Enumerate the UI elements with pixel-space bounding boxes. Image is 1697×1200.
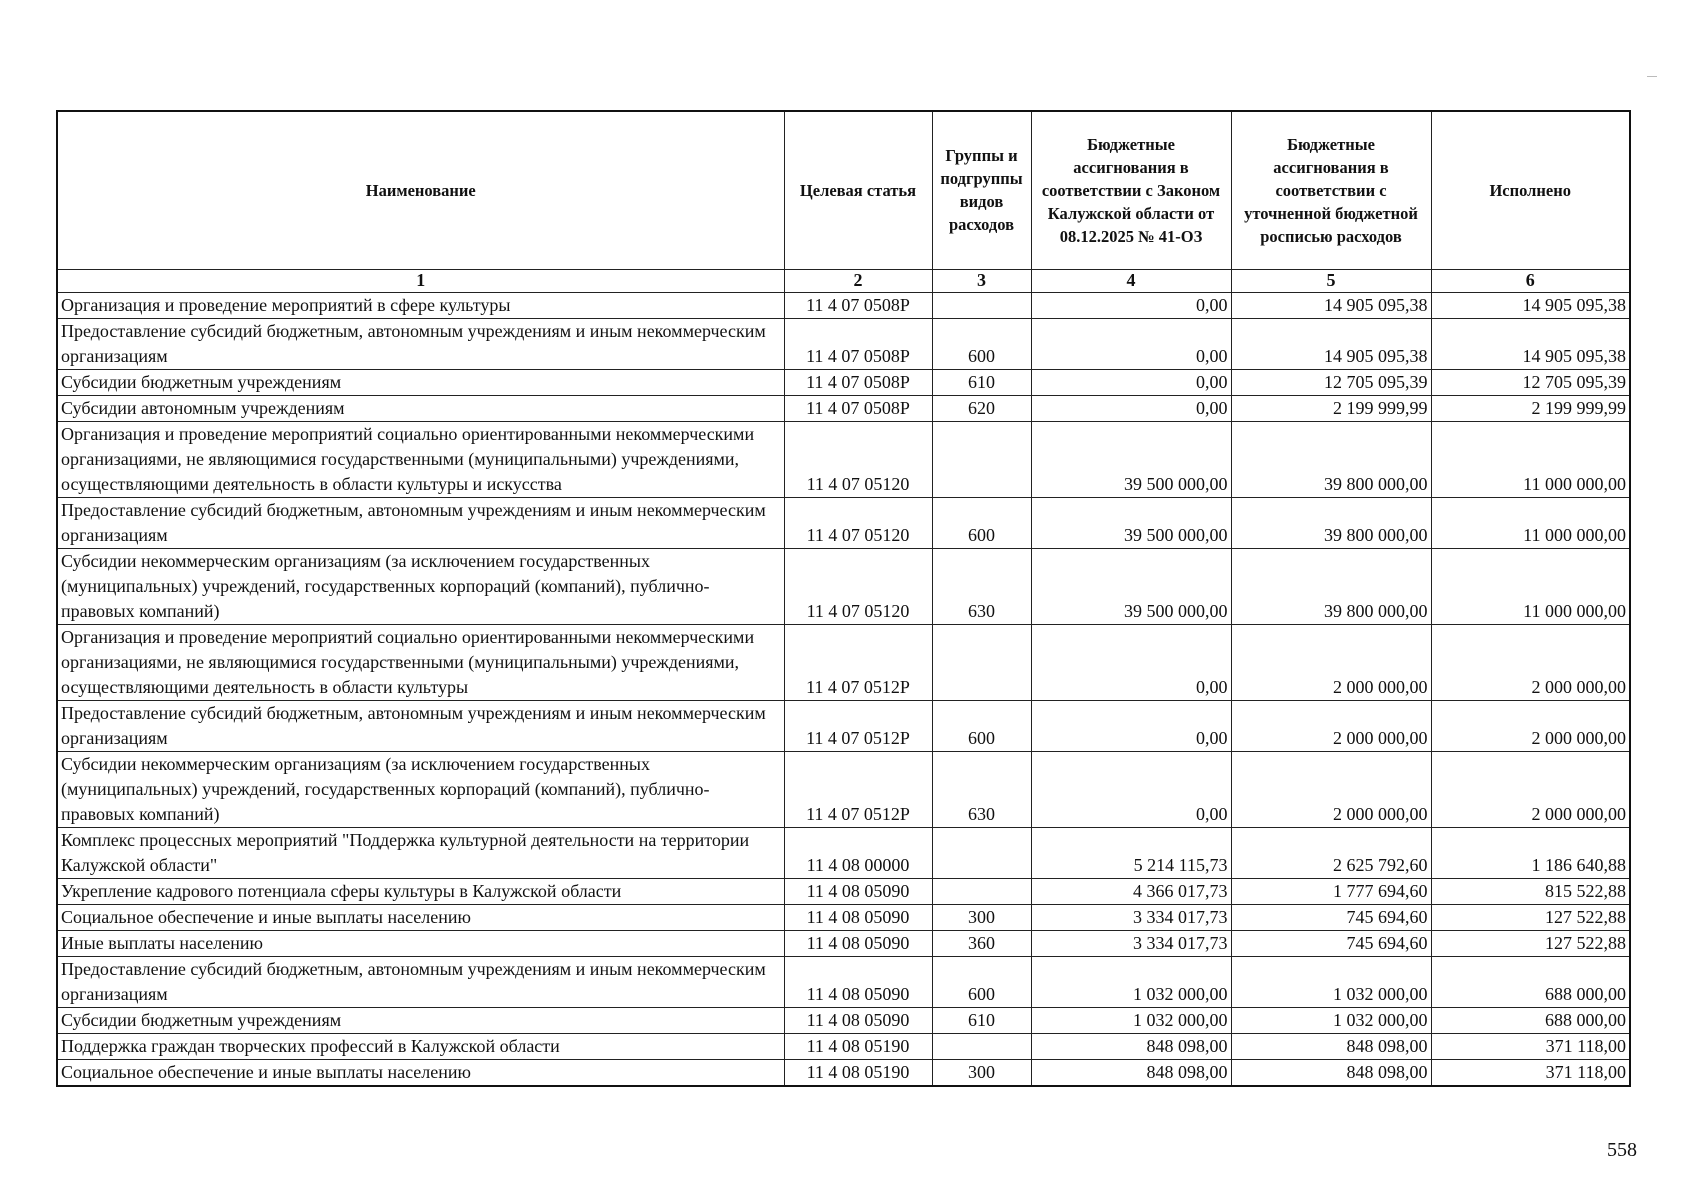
row-expense-group: 610 [932,369,1031,395]
table-row [57,497,1630,548]
row-expense-group [932,624,1031,700]
column-number: 3 [932,269,1031,292]
row-law-amount: 0,00 [1031,395,1231,421]
row-name: Субсидии автономным учреждениям [57,395,784,421]
row-law-amount: 0,00 [1031,624,1231,700]
table-row [57,930,1630,956]
row-expense-group: 630 [932,751,1031,827]
row-executed-amount: 2 000 000,00 [1431,751,1630,827]
row-target-article: 11 4 07 0508Р [784,395,932,421]
row-name: Предоставление субсидий бюджетным, автономным учреждениям и иным некоммерческим организациям [57,318,784,369]
row-target-article: 11 4 07 0512Р [784,700,932,751]
row-executed-amount: 127 522,88 [1431,904,1630,930]
row-law-amount: 4 366 017,73 [1031,878,1231,904]
row-revised-amount: 39 800 000,00 [1231,548,1431,624]
row-revised-amount: 745 694,60 [1231,930,1431,956]
row-expense-group: 620 [932,395,1031,421]
table-row [57,421,1630,497]
row-executed-amount: 371 118,00 [1431,1059,1630,1086]
row-target-article: 11 4 08 00000 [784,827,932,878]
table-row [57,292,1630,318]
row-revised-amount: 1 032 000,00 [1231,1007,1431,1033]
row-executed-amount: 2 000 000,00 [1431,624,1630,700]
header-law-allocations: Бюджетные ассигнования в соответствии с Законом Калужской области от 08.12.2025 № 41-ОЗ [1031,111,1231,269]
row-law-amount: 0,00 [1031,292,1231,318]
row-name: Организация и проведение мероприятий социально ориентированными некоммерческими организациями, не являющимися государственными (муниципальными) учреждениями, осуществляющими деятельность в области культуры и искусства [57,421,784,497]
row-name: Поддержка граждан творческих профессий в Калужской области [57,1033,784,1059]
row-executed-amount: 14 905 095,38 [1431,292,1630,318]
row-executed-amount: 1 186 640,88 [1431,827,1630,878]
row-expense-group [932,878,1031,904]
page-number: 558 [1607,1139,1637,1161]
column-number: 6 [1431,269,1630,292]
row-expense-group [932,421,1031,497]
row-name: Организация и проведение мероприятий в сфере культуры [57,292,784,318]
header-name: Наименование [57,111,784,269]
row-revised-amount: 39 800 000,00 [1231,497,1431,548]
row-revised-amount: 12 705 095,39 [1231,369,1431,395]
row-law-amount: 1 032 000,00 [1031,956,1231,1007]
header-target-article: Целевая статья [784,111,932,269]
row-target-article: 11 4 07 0508Р [784,292,932,318]
table-row [57,904,1630,930]
row-revised-amount: 2 000 000,00 [1231,624,1431,700]
row-name: Организация и проведение мероприятий социально ориентированными некоммерческими организациями, не являющимися государственными (муниципальными) учреждениями, осуществляющими деятельность в области культуры [57,624,784,700]
row-revised-amount: 848 098,00 [1231,1033,1431,1059]
row-expense-group: 600 [932,956,1031,1007]
row-law-amount: 3 334 017,73 [1031,930,1231,956]
row-revised-amount: 39 800 000,00 [1231,421,1431,497]
row-executed-amount: 14 905 095,38 [1431,318,1630,369]
row-name: Комплекс процессных мероприятий "Поддержка культурной деятельности на территории Калужской области" [57,827,784,878]
column-number: 1 [57,269,784,292]
table-row [57,548,1630,624]
row-expense-group: 630 [932,548,1031,624]
header-expense-groups: Группы и подгруппы видов расходов [932,111,1031,269]
row-name: Субсидии бюджетным учреждениям [57,1007,784,1033]
table-row [57,369,1630,395]
table-row [57,878,1630,904]
row-name: Иные выплаты населению [57,930,784,956]
column-number: 4 [1031,269,1231,292]
table-row [57,318,1630,369]
row-revised-amount: 2 000 000,00 [1231,700,1431,751]
row-executed-amount: 11 000 000,00 [1431,497,1630,548]
row-name: Субсидии некоммерческим организациям (за исключением государственных (муниципальных) учреждений, государственных корпораций (компаний), публично-правовых компаний) [57,751,784,827]
table-row [57,1059,1630,1086]
row-expense-group: 600 [932,700,1031,751]
row-target-article: 11 4 08 05090 [784,1007,932,1033]
row-law-amount: 1 032 000,00 [1031,1007,1231,1033]
row-law-amount: 39 500 000,00 [1031,421,1231,497]
row-law-amount: 5 214 115,73 [1031,827,1231,878]
row-expense-group: 360 [932,930,1031,956]
table-row [57,395,1630,421]
row-law-amount: 848 098,00 [1031,1033,1231,1059]
table-header [57,111,1630,292]
table-row [57,827,1630,878]
row-target-article: 11 4 07 05120 [784,548,932,624]
row-target-article: 11 4 07 05120 [784,497,932,548]
row-executed-amount: 815 522,88 [1431,878,1630,904]
row-revised-amount: 2 000 000,00 [1231,751,1431,827]
row-executed-amount: 11 000 000,00 [1431,548,1630,624]
row-name: Предоставление субсидий бюджетным, автономным учреждениям и иным некоммерческим организациям [57,497,784,548]
header-executed: Исполнено [1431,111,1630,269]
row-expense-group: 600 [932,318,1031,369]
row-revised-amount: 2 625 792,60 [1231,827,1431,878]
row-revised-amount: 14 905 095,38 [1231,292,1431,318]
row-expense-group [932,1033,1031,1059]
row-executed-amount: 12 705 095,39 [1431,369,1630,395]
row-name: Социальное обеспечение и иные выплаты населению [57,904,784,930]
row-revised-amount: 14 905 095,38 [1231,318,1431,369]
row-name: Укрепление кадрового потенциала сферы культуры в Калужской области [57,878,784,904]
row-law-amount: 39 500 000,00 [1031,497,1231,548]
scan-mark [1647,76,1657,77]
table-row [57,751,1630,827]
row-name: Социальное обеспечение и иные выплаты населению [57,1059,784,1086]
row-revised-amount: 2 199 999,99 [1231,395,1431,421]
table-row [57,624,1630,700]
row-target-article: 11 4 07 0512Р [784,624,932,700]
row-target-article: 11 4 08 05090 [784,878,932,904]
row-name: Предоставление субсидий бюджетным, автономным учреждениям и иным некоммерческим организациям [57,700,784,751]
row-expense-group: 610 [932,1007,1031,1033]
row-name: Субсидии некоммерческим организациям (за исключением государственных (муниципальных) учреждений, государственных корпораций (компаний), публично-правовых компаний) [57,548,784,624]
row-executed-amount: 2 199 999,99 [1431,395,1630,421]
row-target-article: 11 4 08 05090 [784,956,932,1007]
header-revised-allocations: Бюджетные ассигнования в соответствии с уточненной бюджетной росписью расходов [1231,111,1431,269]
row-law-amount: 0,00 [1031,751,1231,827]
row-executed-amount: 2 000 000,00 [1431,700,1630,751]
table-body [57,292,1630,1086]
row-target-article: 11 4 08 05190 [784,1033,932,1059]
row-name: Субсидии бюджетным учреждениям [57,369,784,395]
table-row [57,1007,1630,1033]
row-target-article: 11 4 07 05120 [784,421,932,497]
row-law-amount: 39 500 000,00 [1031,548,1231,624]
row-law-amount: 0,00 [1031,318,1231,369]
row-law-amount: 3 334 017,73 [1031,904,1231,930]
row-target-article: 11 4 07 0512Р [784,751,932,827]
budget-table [56,110,1631,1087]
row-revised-amount: 848 098,00 [1231,1059,1431,1086]
row-revised-amount: 1 032 000,00 [1231,956,1431,1007]
row-name: Предоставление субсидий бюджетным, автономным учреждениям и иным некоммерческим организациям [57,956,784,1007]
column-number: 5 [1231,269,1431,292]
row-expense-group: 600 [932,497,1031,548]
row-target-article: 11 4 08 05090 [784,930,932,956]
row-revised-amount: 745 694,60 [1231,904,1431,930]
row-target-article: 11 4 08 05190 [784,1059,932,1086]
row-expense-group: 300 [932,904,1031,930]
row-law-amount: 0,00 [1031,369,1231,395]
row-revised-amount: 1 777 694,60 [1231,878,1431,904]
row-target-article: 11 4 07 0508Р [784,369,932,395]
row-expense-group: 300 [932,1059,1031,1086]
table-row [57,1033,1630,1059]
row-expense-group [932,827,1031,878]
row-expense-group [932,292,1031,318]
table-row [57,700,1630,751]
column-number: 2 [784,269,932,292]
row-law-amount: 848 098,00 [1031,1059,1231,1086]
table-row [57,956,1630,1007]
row-target-article: 11 4 07 0508Р [784,318,932,369]
row-law-amount: 0,00 [1031,700,1231,751]
row-executed-amount: 127 522,88 [1431,930,1630,956]
row-executed-amount: 688 000,00 [1431,956,1630,1007]
row-executed-amount: 688 000,00 [1431,1007,1630,1033]
row-executed-amount: 371 118,00 [1431,1033,1630,1059]
row-target-article: 11 4 08 05090 [784,904,932,930]
row-executed-amount: 11 000 000,00 [1431,421,1630,497]
